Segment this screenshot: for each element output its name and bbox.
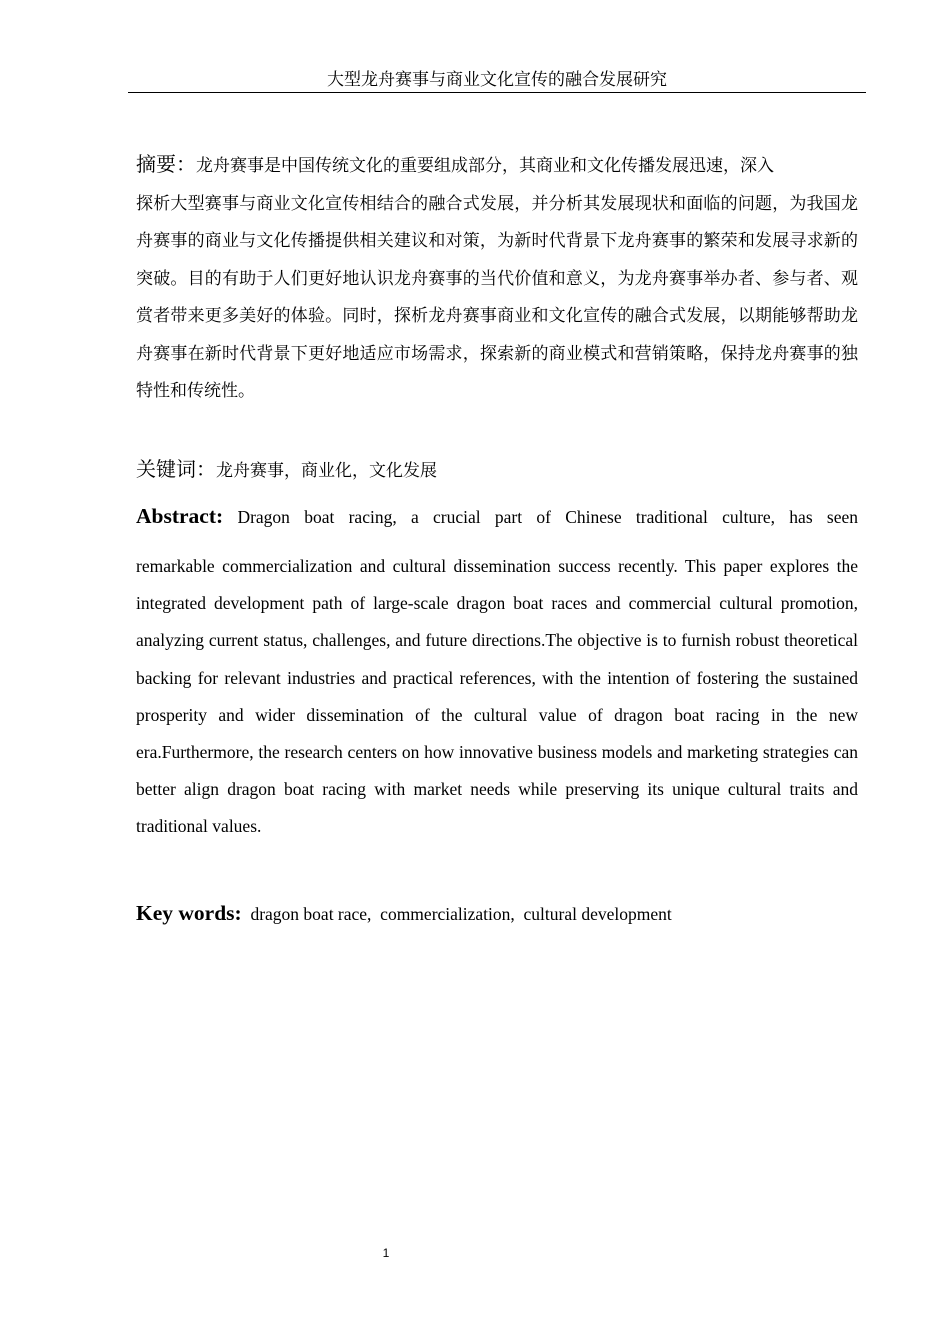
english-keywords [136, 897, 858, 930]
english-abstract-first-line-wrapper [136, 498, 858, 536]
chinese-keywords-text: 龙舟赛事，商业化，文化发展 [216, 461, 437, 481]
chinese-abstract-first-line: 龙舟赛事是中国传统文化的重要组成部分，其商业和文化传播发展迅速，深入 [196, 156, 774, 176]
english-keywords-text: dragon boat race, commercialization, cultural development [250, 904, 672, 924]
running-header [128, 70, 866, 93]
english-abstract [136, 498, 858, 846]
chinese-abstract [136, 146, 858, 411]
english-abstract-body: remarkable commercialization and cultural dissemination success recently. This paper explores the integrated development path of large-scale dragon boat races and commercial cultural promotion, analyzing current status, challenges, and future directions.The objective is to furnish robust theoretical backing for relevant industries and practical references, with the intention of fostering the sustained prosperity and wider dissemination of the cultural value of dragon boat racing in the new era.Furthermore, the research centers on how innovative business models and marketing strategies can better align dragon boat racing with market needs while preserving its unique cultural traits and traditional values. [136, 556, 858, 837]
english-keywords-label: Key words: [136, 901, 242, 925]
chinese-abstract-label: 摘要： [136, 152, 196, 176]
chinese-abstract-body: 探析大型赛事与商业文化宣传相结合的融合式发展，并分析其发展现状和面临的问题，为我国龙舟赛事的商业与文化传播提供相关建议和对策，为新时代背景下龙舟赛事的繁荣和发展寻求新的突破。目的有助于人们更好地认识龙舟赛事的当代价值和意义，为龙舟赛事举办者、参与者、观赏者带来更多美好的体验。同时，探析龙舟赛事商业和文化宣传的融合式发展，以期能够帮助龙舟赛事在新时代背景下更好地适应市场需求，探索新的商业模式和营销策略，保持龙舟赛事的独特性和传统性。 [136, 193, 858, 401]
page-number: 1 [382, 1246, 390, 1260]
header-title: 大型龙舟赛事与商业文化宣传的融合发展研究 [327, 70, 667, 90]
chinese-keywords [136, 453, 858, 487]
english-abstract-label: Abstract: [136, 504, 224, 528]
chinese-keywords-label: 关键词： [136, 457, 216, 481]
english-abstract-first-line: Dragon boat racing, a crucial part of Chinese traditional culture, has seen [237, 507, 859, 527]
